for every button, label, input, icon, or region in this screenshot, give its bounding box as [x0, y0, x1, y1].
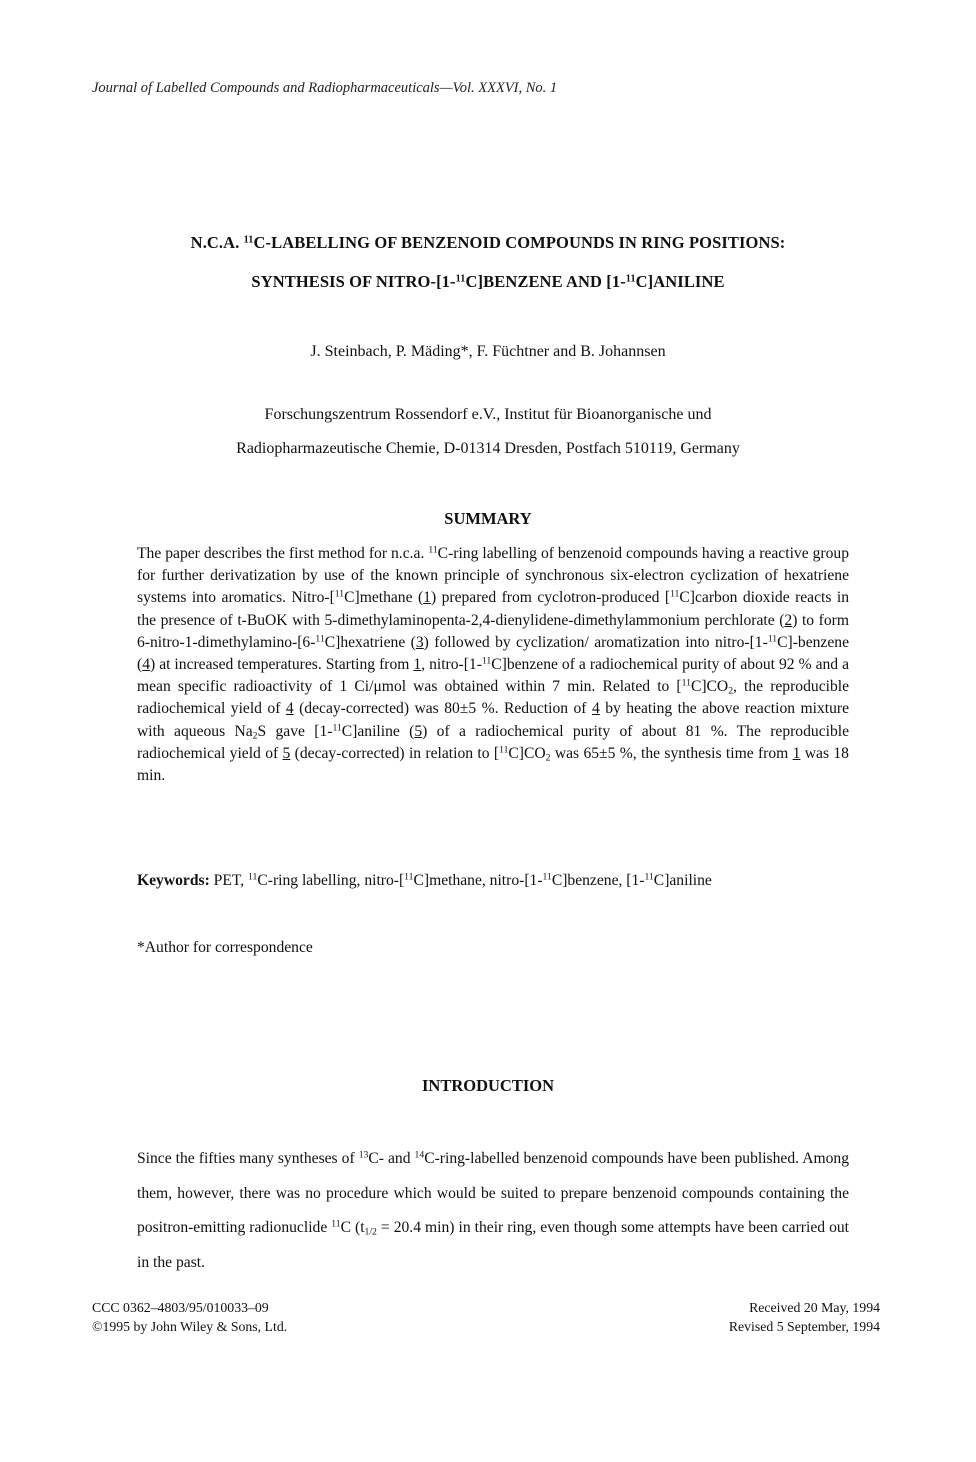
received-date: Received 20 May, 1994 [749, 1300, 880, 1315]
introduction-paragraph: Since the fifties many syntheses of $^{13}$C- and $^{14}$C-ring-labelled benzenoid compounds have been published. Among them, however, there was no procedure which would be suited to prepare benzenoid compounds containing the positron-emitting radionuclide $^{11}$C ($t_{1/2} = 20.4$ min) in their ring, even though some attempts have been carried out in the past. [137, 1149, 849, 1271]
authors: J. Steinbach, P. Mäding*, F. Füchtner and B. Johannsen [310, 343, 666, 360]
paper-title-line-1: N.C.A. $^{11}$C-LABELLING OF BENZENOID COMPOUNDS IN RING POSITIONS: [190, 233, 786, 252]
summary-heading: SUMMARY [444, 509, 532, 528]
paper-title-line-2: SYNTHESIS OF NITRO-[1-$^{11}$C]BENZENE AND [1-$^{11}$C]ANILINE [251, 272, 725, 291]
keywords-line: Keywords: PET, $^{11}$C-ring labelling, nitro-[$^{11}$C]methane, nitro-[1-$^{11}$C]benzene, [1-$^{11}$C]aniline [137, 871, 712, 889]
ccc-code: CCC 0362–4803/95/010033–09 [92, 1300, 269, 1315]
revised-date: Revised 5 September, 1994 [728, 1319, 880, 1334]
footer-right [640, 1298, 880, 1336]
affiliation-line-2: Radiopharmazeutische Chemie, D-01314 Dresden, Postfach 510119, Germany [236, 440, 740, 457]
affiliation-line-1: Forschungszentrum Rossendorf e.V., Institut für Bioanorganische und [264, 406, 712, 423]
copyright: ©1995 by John Wiley & Sons, Ltd. [92, 1319, 288, 1334]
keywords-label: Keywords: [137, 872, 210, 889]
introduction-heading: INTRODUCTION [421, 1076, 555, 1095]
journal-header: Journal of Labelled Compounds and Radiopharmaceuticals—Vol. XXXVI, No. 1 [92, 80, 558, 96]
correspondence-note: *Author for correspondence [137, 939, 313, 956]
footer-left [92, 1298, 287, 1336]
summary-paragraph: The paper describes the first method for n.c.a. $^{11}$C-ring labelling of benzenoid compounds having a reactive group for further derivatization by use of the known principle of synchronous six-electron cyclization of hexatriene systems into aromatics. Nitro-[$^{11}$C]methane (1) prepared from cyclotron-produced [$^{11}$C]carbon dioxide reacts in the presence of t-BuOK with 5-dimethylaminopenta-2,4-dienylidene-dimethylammonium perchlorate (2) to form 6-nitro-1-dimethylamino-[6-$^{11}$C]hexatriene (3) followed by cyclization/ aromatization into nitro-[1-$^{11}$C]-benzene (4) at increased temperatures. Starting from 1, nitro-[1-$^{11}$C]benzene of a radiochemical purity of about 92 % and a mean specific radioactivity of 1 Ci/μmol was obtained within 7 min. Related to $[^{11}C]CO_2$, the reproducible radiochemical yield of 4 (decay-corrected) was 80±5 %. Reduction of 4 by heating the above reaction mixture with aqueous $Na_2S$ gave [1-$^{11}$C]aniline (5) of a radiochemical purity of about 81 %. The reproducible radiochemical yield of 5 (decay-corrected) in relation to $[^{11}C]CO_2$ was 65±5 %, the synthesis time from 1 was 18 min. [137, 544, 850, 785]
